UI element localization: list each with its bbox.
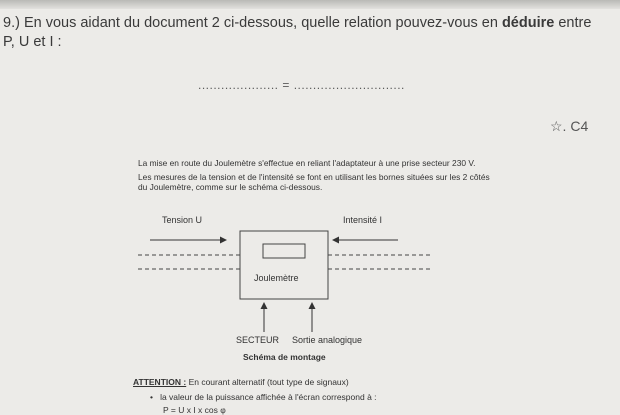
attention-note bbox=[133, 377, 349, 387]
bullet-item bbox=[150, 392, 377, 402]
joulemetre-screen bbox=[263, 244, 305, 258]
bullet-text: la valeur de la puissance affichée à l'écran correspond à : bbox=[160, 392, 377, 402]
question-line1-suffix: entre bbox=[554, 15, 592, 31]
label-secteur: SECTEUR bbox=[236, 335, 280, 345]
document-text bbox=[138, 158, 498, 196]
answer-template: ..................... = ............................. bbox=[198, 78, 405, 92]
label-joulemetre: Joulemètre bbox=[254, 273, 299, 283]
bullet-dot: • bbox=[150, 392, 161, 402]
label-intensite: Intensité I bbox=[343, 215, 383, 225]
competence-label: ☆. C4 bbox=[550, 118, 589, 134]
question-line2: P, U et I : bbox=[3, 34, 62, 50]
montage-diagram bbox=[0, 205, 620, 365]
label-sortie: Sortie analogique bbox=[292, 335, 363, 345]
question-text bbox=[3, 14, 615, 52]
question-bold-word: déduire bbox=[501, 15, 555, 31]
label-tension: Tension U bbox=[162, 215, 203, 225]
question-line1-prefix: 9.) En vous aidant du document 2 ci-dessous, quelle relation pouvez-vous en bbox=[3, 15, 502, 31]
joulemetre-box bbox=[240, 231, 328, 299]
attention-text: En courant alternatif (tout type de signaux) bbox=[186, 377, 349, 387]
diagram-caption: Schéma de montage bbox=[243, 352, 326, 362]
top-edge-band bbox=[0, 0, 620, 9]
document-para-1: La mise en route du Joulemètre s'effectue en reliant l'adaptateur à une prise secteur 230 V. bbox=[138, 158, 476, 168]
document-para-2: Les mesures de la tension et de l'intensité se font en utilisant les bornes situées sur les 2 côtés du Joulemètre, comme sur le schéma ci-dessous. bbox=[138, 172, 490, 192]
power-formula: P = U x I x cos φ bbox=[163, 405, 226, 415]
attention-word: ATTENTION : bbox=[133, 377, 187, 387]
